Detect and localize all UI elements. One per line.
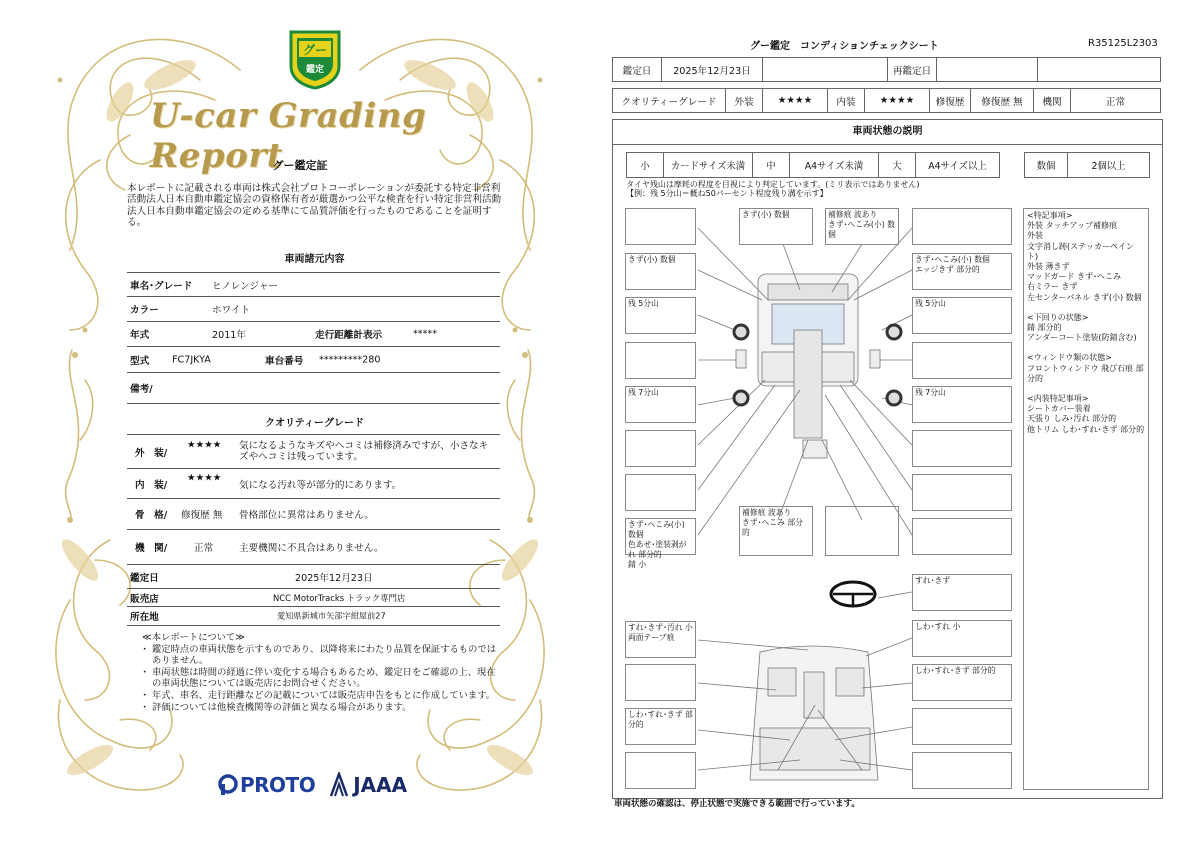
footer-note: 車両状態の確認は、停止状態で実施できる範囲で行っています。	[614, 799, 860, 809]
special-note: 他トリム しわ･すれ･きず 部分的	[1027, 424, 1145, 434]
tire-note: タイヤ残山は摩耗の程度を目視により判定しています。(ミリ表示ではありません) 【例：残 5分山＝概ね50パーセント程度残り溝を示す】	[626, 180, 920, 199]
size-large: 大	[879, 153, 916, 178]
mileage-label: 走行距離計表示	[315, 330, 383, 341]
special-note: 外装 タッチアップ補修痕	[1027, 221, 1117, 231]
comment-box	[625, 664, 696, 701]
interior-heading: <内装特記事項>	[1027, 394, 1089, 404]
special-note: 外装 薄きず	[1027, 262, 1070, 272]
date-label: 鑑定日	[130, 573, 159, 584]
exterior-label: 外装	[726, 89, 763, 113]
address-value: 愛知県新城市矢部字紺屋前27	[277, 610, 386, 621]
exterior-stars: ★★★★	[763, 89, 828, 113]
comment-box: 残 7分山	[912, 386, 1012, 423]
interior-comment: 気になる汚れ等が部分的にあります。	[239, 479, 402, 491]
svg-text:鑑定: 鑑定	[305, 65, 325, 75]
row-model	[127, 347, 500, 373]
special-note: 左センターパネル きず(小) 数個	[1027, 292, 1142, 302]
special-note: 天張り しみ･汚れ 部分的	[1027, 414, 1117, 424]
inspection-date-value: 2025年12月23日	[662, 58, 763, 82]
address-label: 所在地	[130, 612, 159, 623]
comment-box: 残 7分山	[625, 386, 696, 423]
name-grade-label: 車名･グレード	[130, 280, 193, 292]
comment-box: 補修痕 波あり きず･へこみ 部分的	[739, 506, 813, 556]
row-engine	[127, 530, 500, 565]
comment-box	[912, 474, 1012, 511]
comment-box: しわ･すれ･きず 部分的	[625, 708, 696, 745]
model-value: FC7JKYA	[172, 354, 211, 365]
special-notes-heading: <特記事項>	[1027, 211, 1073, 220]
frame-comment: 骨格部位に異常はありません。	[239, 510, 374, 521]
comment-box: 残 5分山	[912, 297, 1012, 334]
size-small: 小	[627, 153, 664, 178]
remarks-label: 備考/	[130, 384, 153, 395]
proto-logo: PROTO	[218, 773, 315, 797]
note-item: ・ 年式、車名、走行距離などの記載については販売店申告をもとに作成しています。	[140, 689, 496, 701]
goo-kantei-badge-icon	[285, 28, 345, 90]
comment-box	[912, 208, 1012, 245]
note-item: ・ 車両状態は時間の経過に伴い変化する場合もあるため、鑑定日をご確認の上、現在の車両状態については販売店にお問合せください。	[140, 666, 496, 690]
engine-value: 正常	[1071, 89, 1161, 113]
interior-label: 内装	[828, 89, 865, 113]
report-script-title: U-car Grading Report	[150, 96, 427, 176]
special-note: フロントウィンドウ 飛び石痕 部分的	[1027, 363, 1144, 383]
chassis-value: *********280	[319, 354, 381, 365]
note-item: ・ 鑑定時点の車両状態を示すものであり、以降将来にわたり品質を保証するものではありません。	[140, 643, 496, 667]
interior-stars: ★★★★	[187, 472, 222, 484]
interior-stars: ★★★★	[865, 89, 930, 113]
exterior-comment: 気になるようなキズやヘコミは補修済みですが、小さなキズやヘコミは残っています。	[239, 440, 489, 463]
size-medium-desc: A4サイズ未満	[790, 153, 879, 178]
quality-divider-top	[127, 426, 500, 435]
comment-box: しわ･すれ 小	[912, 620, 1012, 657]
certificate-title: グー鑑定証	[272, 159, 328, 172]
steering-wheel-icon	[831, 582, 875, 606]
comment-box	[625, 430, 696, 467]
engine-comment: 主要機関に不具合はありません。	[239, 543, 384, 554]
svg-text:グー: グー	[302, 43, 328, 57]
sheet-code: R35125L2303	[1088, 38, 1158, 49]
count-label: 数個	[1025, 153, 1068, 178]
model-label: 型式	[130, 355, 150, 367]
comment-box	[912, 342, 1012, 379]
size-medium: 中	[753, 153, 790, 178]
row-remarks	[127, 373, 500, 404]
window-heading: <ウィンドウ類の状態>	[1027, 353, 1112, 363]
year-value: 2011年	[212, 330, 247, 341]
year-label: 年式	[130, 330, 150, 341]
reinspection-label: 再鑑定日	[888, 58, 937, 82]
exterior-stars: ★★★★	[187, 439, 222, 451]
interior-label: 内 装/	[135, 479, 168, 491]
comment-box	[625, 752, 696, 789]
engine-label: 機関	[1034, 89, 1071, 113]
color-label: カラー	[130, 305, 159, 316]
frame-value: 修復歴 無	[181, 510, 223, 521]
row-year	[127, 322, 500, 347]
chassis-label: 車台番号	[265, 355, 304, 367]
report-notes	[140, 632, 500, 713]
note-item: ・ 評価については他検査機関等の評価と異なる場合があります。	[140, 701, 412, 713]
special-note: 錆 部分的	[1027, 323, 1062, 333]
row-name-grade	[127, 273, 500, 297]
special-note: 文字消し跡(ステッカーペイント)	[1027, 241, 1134, 261]
date-value: 2025年12月23日	[295, 573, 373, 584]
comment-box	[912, 430, 1012, 467]
row-exterior	[127, 435, 500, 469]
proto-mark-icon	[218, 774, 238, 796]
dealer-value: NCC MotorTracks トラック専門店	[273, 592, 406, 603]
comment-box: 残 5分山	[625, 297, 696, 334]
comment-box: すれ･きず	[912, 574, 1012, 611]
comment-box: 補修痕 波あり きず･へこみ(小) 数個	[825, 208, 899, 245]
jaaa-mark-icon	[329, 772, 349, 798]
comment-box	[912, 708, 1012, 745]
comment-box: すれ･きず･汚れ 小 両面テープ痕	[625, 621, 696, 658]
row-dealer	[127, 589, 500, 607]
comment-box: きず･へこみ(小) 数個 エッジきず 部分的	[912, 253, 1012, 290]
exterior-label: 外 装/	[135, 447, 168, 459]
special-notes-panel	[1023, 208, 1149, 790]
size-large-desc: A4サイズ以上	[916, 153, 1000, 178]
notes-heading: ≪本レポートについて≫	[142, 632, 245, 643]
sheet-title: グー鑑定 コンディションチェックシート	[750, 41, 939, 52]
row-inspection-date	[127, 566, 500, 589]
comment-box: きず(小) 数個	[625, 253, 696, 290]
repair-label: 修復歴	[930, 89, 971, 113]
special-note: アンダーコート塗装(防錆含む)	[1027, 333, 1137, 343]
special-note: マッドガード きず･へこみ	[1027, 272, 1121, 282]
quality-label: クオリティーグレード	[613, 89, 726, 113]
footer-logos	[218, 770, 407, 800]
name-grade-value: ヒノレンジャー	[212, 280, 279, 292]
color-value: ホワイト	[212, 305, 251, 316]
special-note: 外装	[1027, 231, 1043, 241]
engine-value: 正常	[194, 543, 214, 554]
comment-box	[912, 518, 1012, 555]
comment-box: きず(小) 数個	[739, 208, 813, 245]
row-color	[127, 297, 500, 322]
engine-label: 機 関/	[135, 543, 168, 554]
specs-section-title: 車両諸元内容	[284, 254, 345, 265]
special-note: シートカバー装着	[1027, 404, 1091, 414]
row-interior	[127, 469, 500, 499]
certificate-statement: 本レポートに記載される車両は株式会社プロトコーポレーションが委託する特定非営利活動法人日本自動車鑑定協会の資格保有者が厳選かつ公平な検査を行い特定非営利活動法人日本自動車鑑定協会の定める基準にて品質評価を行ったものであることを証明する。	[127, 183, 502, 229]
frame-label: 骨 格/	[135, 510, 168, 521]
mileage-value: *****	[413, 328, 437, 340]
jaaa-logo: JAAA	[329, 772, 407, 798]
condition-section-title: 車両状態の説明	[613, 120, 1162, 145]
comment-box	[625, 208, 696, 245]
special-note: 右ミラー きず	[1027, 282, 1078, 292]
comment-box	[912, 752, 1012, 789]
size-small-desc: カードサイズ未満	[664, 153, 753, 178]
comment-box	[625, 342, 696, 379]
row-address	[127, 607, 500, 626]
repair-value: 修復歴 無	[971, 89, 1034, 113]
inspection-date-label: 鑑定日	[613, 58, 662, 82]
comment-box	[825, 506, 899, 556]
row-frame	[127, 499, 500, 530]
count-desc: 2個以上	[1068, 153, 1150, 178]
quality-section-title: クオリティーグレード	[265, 418, 364, 429]
comment-box	[625, 474, 696, 511]
underbody-heading: <下回りの状態>	[1027, 312, 1089, 322]
specs-divider-top	[127, 262, 500, 273]
dealer-label: 販売店	[130, 593, 159, 605]
comment-box: きず･へこみ(小) 数個 色あせ･塗装剥がれ 部分的 錆 小	[625, 518, 696, 555]
comment-box: しわ･すれ･きず 部分的	[912, 664, 1012, 701]
